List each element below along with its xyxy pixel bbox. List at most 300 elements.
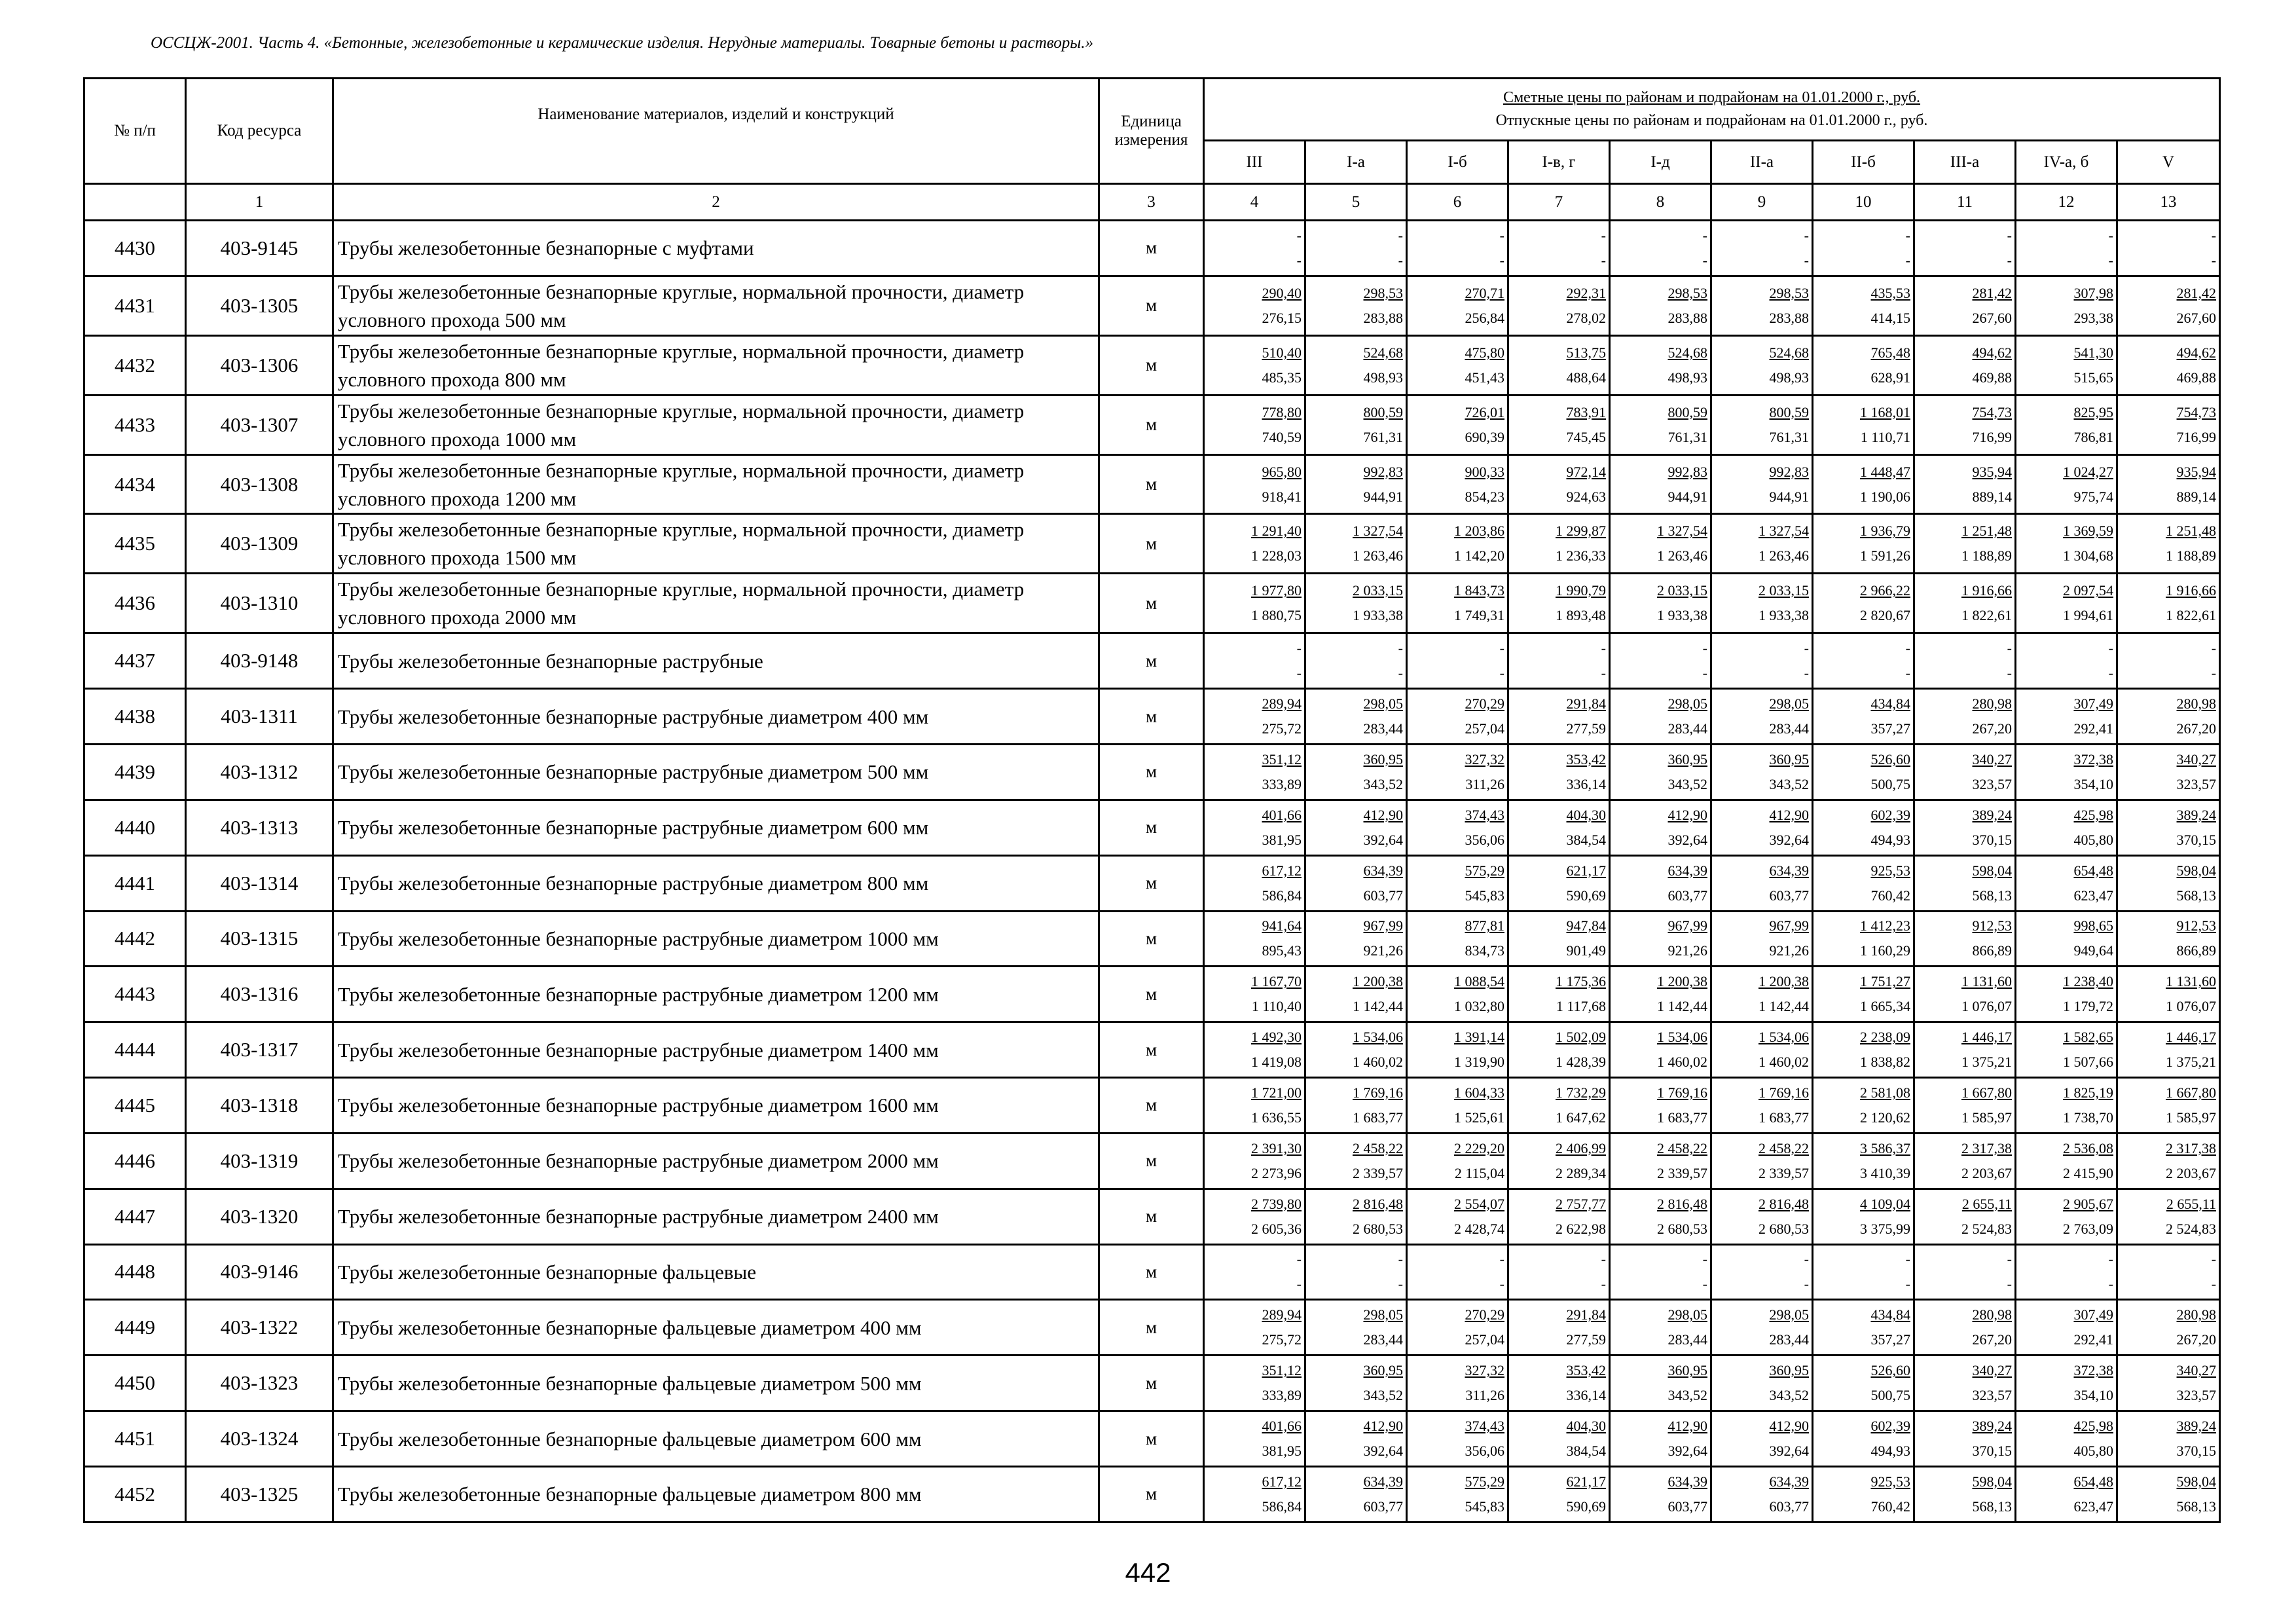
estimate-price: 1 327,54: [1657, 523, 1707, 540]
price-cell: [1914, 1300, 2016, 1356]
price-cell: [1508, 744, 1610, 800]
price-cell: [1711, 744, 1813, 800]
table-row: [84, 1022, 2220, 1078]
release-price: 2 820,67: [1860, 607, 1910, 624]
estimate-price: 291,84: [1566, 1306, 1606, 1323]
estimate-price: 524,68: [1769, 344, 1809, 361]
material-name: Трубы железобетонные безнапорные раструбные диаметром 800 мм: [333, 855, 1099, 911]
release-price: 343,52: [1363, 1387, 1403, 1404]
table-row: [84, 574, 2220, 633]
estimate-price: 754,73: [1972, 403, 2012, 420]
price-cell: [1711, 967, 1813, 1022]
release-price: 1 419,08: [1251, 1054, 1302, 1071]
estimate-price: 1 977,80: [1251, 582, 1302, 599]
estimate-price: 2 554,07: [1454, 1195, 1504, 1212]
estimate-price: 2 655,11: [1961, 1195, 2012, 1212]
material-name: Трубы железобетонные безнапорные раструбные диаметром 500 мм: [333, 744, 1099, 800]
release-price: -: [1398, 665, 1403, 682]
estimate-price: 494,62: [1972, 344, 2012, 361]
estimate-price: 941,64: [1262, 917, 1302, 934]
price-cell: [1508, 395, 1610, 454]
release-price: -: [1601, 1276, 1606, 1293]
col-header-name: Наименование материалов, изделий и конструкций: [333, 79, 1099, 184]
price-cell: [1407, 1300, 1508, 1356]
release-price: 3 375,99: [1860, 1220, 1910, 1237]
release-price: 311,26: [1465, 1387, 1504, 1404]
row-number: 4442: [84, 911, 186, 967]
price-cell: [1305, 1356, 1407, 1411]
estimate-price: -: [1905, 1251, 1910, 1268]
estimate-price: 2 033,15: [1758, 582, 1809, 599]
release-price: 336,14: [1566, 775, 1606, 792]
price-cell: [1508, 911, 1610, 967]
unit-cell: м: [1099, 1244, 1204, 1300]
price-cell: [1508, 1133, 1610, 1189]
estimate-price: 372,38: [2073, 750, 2113, 767]
region-header: II-б: [1813, 141, 1914, 184]
release-price: 256,84: [1465, 309, 1504, 326]
estimate-price: 1 732,29: [1556, 1084, 1606, 1101]
material-name: Трубы железобетонные безнапорные раструбные диаметром 1400 мм: [333, 1022, 1099, 1078]
release-price: 469,88: [1972, 369, 2012, 386]
release-price: 1 263,46: [1657, 547, 1707, 564]
release-price: 381,95: [1262, 1443, 1302, 1460]
price-cell: [1407, 454, 1508, 514]
price-cell: [1610, 514, 1711, 574]
price-cell: [1407, 967, 1508, 1022]
row-number: 4446: [84, 1133, 186, 1189]
column-number-cell: 6: [1407, 184, 1508, 221]
unit-cell: м: [1099, 1189, 1204, 1244]
estimate-price: 307,49: [2073, 695, 2113, 712]
price-cell: [1305, 911, 1407, 967]
estimate-price: -: [1296, 1251, 1302, 1268]
price-cell: [1813, 1078, 1914, 1134]
page-number: 442: [1125, 1557, 1171, 1588]
release-price: -: [1499, 1276, 1504, 1293]
material-name: Трубы железобетонные безнапорные фальцевые: [333, 1244, 1099, 1300]
price-cell: [1711, 1244, 1813, 1300]
estimate-price: 389,24: [2176, 806, 2217, 823]
price-cell: [1407, 1466, 1508, 1522]
release-price: 283,88: [1667, 309, 1707, 326]
row-number: 4443: [84, 967, 186, 1022]
price-cell: [1711, 395, 1813, 454]
release-price: -: [2211, 665, 2217, 682]
estimate-price: 654,48: [2073, 862, 2113, 879]
release-price: 921,26: [1667, 942, 1707, 959]
price-cell: [2016, 855, 2117, 911]
release-price: 1 319,90: [1454, 1054, 1504, 1071]
release-price: 628,91: [1870, 369, 1910, 386]
estimate-price: 2 238,09: [1860, 1029, 1910, 1046]
release-price: 944,91: [1667, 488, 1707, 505]
release-price: 283,44: [1363, 1331, 1403, 1348]
price-cell: [1610, 1022, 1711, 1078]
prices-estimate-caption: Сметные цены по районам и подрайонам на 01.01.2000 г., руб.: [1503, 89, 1921, 106]
release-price: 1 636,55: [1251, 1109, 1302, 1126]
release-price: -: [1296, 251, 1302, 268]
material-name: Трубы железобетонные безнапорные раструбные диаметром 2400 мм: [333, 1189, 1099, 1244]
estimate-price: 412,90: [1363, 806, 1403, 823]
release-price: 1 236,33: [1556, 547, 1606, 564]
row-number: 4450: [84, 1356, 186, 1411]
release-price: 1 585,97: [1961, 1109, 2012, 1126]
release-price: 381,95: [1262, 831, 1302, 848]
price-cell: [2117, 633, 2220, 689]
estimate-price: 2 033,15: [1353, 582, 1403, 599]
release-price: 1 460,02: [1353, 1054, 1403, 1071]
material-name: Трубы железобетонные безнапорные раструбные: [333, 633, 1099, 689]
release-price: 278,02: [1566, 309, 1606, 326]
estimate-price: 1 446,17: [1961, 1029, 2012, 1046]
release-price: 740,59: [1262, 428, 1302, 445]
col-header-code: Код ресурса: [186, 79, 333, 184]
release-price: 283,44: [1667, 720, 1707, 737]
estimate-price: 1 024,27: [2063, 463, 2113, 480]
estimate-price: -: [2007, 640, 2012, 657]
price-cell: [1305, 1411, 1407, 1467]
release-price: 336,14: [1566, 1387, 1606, 1404]
unit-cell: м: [1099, 911, 1204, 967]
estimate-price: 1 916,66: [2166, 582, 2217, 599]
resource-code: 403-9146: [186, 1244, 333, 1300]
resource-code: 403-1310: [186, 574, 333, 633]
release-price: 333,89: [1262, 775, 1302, 792]
price-cell: [1305, 335, 1407, 395]
price-cell: [2117, 1022, 2220, 1078]
price-cell: [1813, 1466, 1914, 1522]
price-cell: [1407, 514, 1508, 574]
price-cell: [1711, 689, 1813, 745]
unit-cell: м: [1099, 855, 1204, 911]
release-price: 866,89: [1972, 942, 2012, 959]
release-price: 2 203,67: [2166, 1164, 2217, 1181]
price-cell: [1813, 454, 1914, 514]
resource-code: 403-1322: [186, 1300, 333, 1356]
estimate-price: -: [1601, 1251, 1606, 1268]
estimate-price: 541,30: [2073, 344, 2113, 361]
price-cell: [1711, 1078, 1813, 1134]
estimate-price: 965,80: [1262, 463, 1302, 480]
release-price: 760,42: [1870, 1498, 1910, 1515]
release-price: 1 683,77: [1353, 1109, 1403, 1126]
estimate-price: 617,12: [1262, 862, 1302, 879]
release-price: 1 933,38: [1758, 607, 1809, 624]
price-cell: [1711, 1022, 1813, 1078]
price-cell: [2117, 800, 2220, 855]
estimate-price: 1 200,38: [1353, 973, 1403, 990]
release-price: 716,99: [1972, 428, 2012, 445]
estimate-price: 765,48: [1870, 344, 1910, 361]
price-cell: [1610, 967, 1711, 1022]
estimate-price: 401,66: [1262, 1418, 1302, 1435]
estimate-price: 526,60: [1870, 1362, 1910, 1379]
release-price: 1 110,71: [1860, 428, 1910, 445]
resource-code: 403-1323: [186, 1356, 333, 1411]
estimate-price: 298,05: [1769, 1306, 1809, 1323]
price-cell: [2117, 689, 2220, 745]
release-price: 921,26: [1769, 942, 1809, 959]
estimate-price: 634,39: [1667, 1473, 1707, 1490]
release-price: 2 339,57: [1353, 1164, 1403, 1181]
price-cell: [2117, 1356, 2220, 1411]
estimate-price: -: [1702, 227, 1707, 244]
table-row: [84, 744, 2220, 800]
estimate-price: 1 446,17: [2166, 1029, 2217, 1046]
price-cell: [1508, 574, 1610, 633]
resource-code: 403-1319: [186, 1133, 333, 1189]
price-cell: [1407, 1189, 1508, 1244]
price-cell: [1204, 633, 1305, 689]
estimate-price: 1 667,80: [2166, 1084, 2217, 1101]
estimate-price: 1 131,60: [2166, 973, 2217, 990]
price-cell: [2016, 1300, 2117, 1356]
price-cell: [1508, 514, 1610, 574]
price-cell: [2117, 744, 2220, 800]
estimate-price: -: [1804, 640, 1809, 657]
price-cell: [1914, 911, 2016, 967]
unit-cell: м: [1099, 514, 1204, 574]
column-number-cell: 5: [1305, 184, 1407, 221]
price-cell: [1914, 1244, 2016, 1300]
release-price: 1 683,77: [1758, 1109, 1809, 1126]
price-cell: [1305, 574, 1407, 633]
estimate-price: 4 109,04: [1860, 1195, 1910, 1212]
release-price: 716,99: [2176, 428, 2217, 445]
price-cell: [1407, 1411, 1508, 1467]
estimate-price: 621,17: [1566, 1473, 1606, 1490]
price-cell: [1813, 855, 1914, 911]
release-price: 275,72: [1262, 720, 1302, 737]
price-cell: [1914, 276, 2016, 335]
release-price: 392,64: [1667, 831, 1707, 848]
price-cell: [1813, 744, 1914, 800]
price-cell: [1204, 1022, 1305, 1078]
estimate-price: 947,84: [1566, 917, 1606, 934]
unit-cell: м: [1099, 1411, 1204, 1467]
price-cell: [1610, 1078, 1711, 1134]
price-cell: [2016, 395, 2117, 454]
price-cell: [1813, 276, 1914, 335]
row-number: 4449: [84, 1300, 186, 1356]
release-price: 1 188,89: [1961, 547, 2012, 564]
estimate-price: 389,24: [2176, 1418, 2217, 1435]
table-body: [84, 221, 2220, 1522]
release-price: 590,69: [1566, 1498, 1606, 1515]
price-cell: [1813, 1022, 1914, 1078]
release-price: 760,42: [1870, 887, 1910, 904]
estimate-price: 800,59: [1363, 403, 1403, 420]
price-cell: [2016, 633, 2117, 689]
estimate-price: 360,95: [1769, 1362, 1809, 1379]
table-row: [84, 689, 2220, 745]
release-price: 895,43: [1262, 942, 1302, 959]
release-price: 586,84: [1262, 1498, 1302, 1515]
release-price: 1 190,06: [1860, 488, 1910, 505]
estimate-price: -: [1499, 640, 1504, 657]
column-number-cell: 11: [1914, 184, 2016, 221]
price-cell: [1914, 1022, 2016, 1078]
release-price: -: [1702, 665, 1707, 682]
unit-cell: м: [1099, 1022, 1204, 1078]
release-price: 1 375,21: [2166, 1054, 2217, 1071]
price-cell: [1610, 855, 1711, 911]
estimate-price: 1 167,70: [1251, 973, 1302, 990]
estimate-price: 401,66: [1262, 806, 1302, 823]
price-cell: [2117, 514, 2220, 574]
release-price: 392,64: [1363, 831, 1403, 848]
price-cell: [1610, 1189, 1711, 1244]
release-price: 889,14: [2176, 488, 2217, 505]
estimate-price: 298,53: [1667, 284, 1707, 301]
price-cell: [1305, 1133, 1407, 1189]
price-cell: [1711, 574, 1813, 633]
price-cell: [1711, 855, 1813, 911]
price-cell: [1813, 395, 1914, 454]
release-price: 918,41: [1262, 488, 1302, 505]
release-price: 283,44: [1769, 1331, 1809, 1348]
estimate-price: 280,98: [1972, 1306, 2012, 1323]
release-price: -: [1702, 1276, 1707, 1293]
price-cell: [1610, 633, 1711, 689]
release-price: 623,47: [2073, 887, 2113, 904]
release-price: 283,44: [1363, 720, 1403, 737]
release-price: 690,39: [1465, 428, 1504, 445]
table-row: [84, 1133, 2220, 1189]
estimate-price: 654,48: [2073, 1473, 2113, 1490]
release-price: 343,52: [1363, 775, 1403, 792]
price-cell: [1508, 1411, 1610, 1467]
release-price: 2 115,04: [1454, 1164, 1504, 1181]
price-cell: [1305, 1189, 1407, 1244]
release-price: 1 525,61: [1454, 1109, 1504, 1126]
estimate-price: 1 291,40: [1251, 523, 1302, 540]
release-price: 603,77: [1667, 1498, 1707, 1515]
estimate-price: -: [2108, 1251, 2113, 1268]
column-number-cell: 10: [1813, 184, 1914, 221]
release-price: 2 524,83: [1961, 1220, 2012, 1237]
price-cell: [1914, 633, 2016, 689]
estimate-price: 2 458,22: [1657, 1139, 1707, 1156]
release-price: 323,57: [2176, 775, 2217, 792]
estimate-price: 281,42: [1972, 284, 2012, 301]
estimate-price: -: [2211, 1251, 2217, 1268]
estimate-price: 634,39: [1769, 1473, 1809, 1490]
estimate-price: 270,29: [1465, 695, 1504, 712]
estimate-price: 298,05: [1769, 695, 1809, 712]
estimate-price: 2 033,15: [1657, 582, 1707, 599]
row-number: 4431: [84, 276, 186, 335]
estimate-price: 1 327,54: [1353, 523, 1403, 540]
price-cell: [1305, 967, 1407, 1022]
price-cell: [2117, 276, 2220, 335]
price-cell: [1610, 800, 1711, 855]
estimate-price: 992,83: [1667, 463, 1707, 480]
estimate-price: 412,90: [1769, 806, 1809, 823]
unit-cell: м: [1099, 1133, 1204, 1189]
table-header: [84, 79, 2220, 221]
release-price: -: [1601, 665, 1606, 682]
release-price: -: [1702, 251, 1707, 268]
release-price: 356,06: [1465, 831, 1504, 848]
estimate-price: 972,14: [1566, 463, 1606, 480]
release-price: 343,52: [1667, 1387, 1707, 1404]
price-cell: [1914, 395, 2016, 454]
estimate-price: -: [1804, 227, 1809, 244]
price-cell: [1711, 514, 1813, 574]
price-cell: [1813, 1189, 1914, 1244]
release-price: 944,91: [1769, 488, 1809, 505]
estimate-price: 353,42: [1566, 750, 1606, 767]
estimate-price: 298,53: [1363, 284, 1403, 301]
estimate-price: 351,12: [1262, 750, 1302, 767]
release-price: -: [1905, 665, 1910, 682]
price-cell: [1305, 800, 1407, 855]
estimate-price: 634,39: [1667, 862, 1707, 879]
column-number-cell: 1: [186, 184, 333, 221]
row-number: 4437: [84, 633, 186, 689]
estimate-price: -: [1398, 1251, 1403, 1268]
region-header: V: [2117, 141, 2220, 184]
price-cell: [1914, 1411, 2016, 1467]
price-cell: [2117, 335, 2220, 395]
estimate-price: 1 412,23: [1860, 917, 1910, 934]
price-cell: [1305, 855, 1407, 911]
release-price: 568,13: [1972, 1498, 2012, 1515]
release-price: 257,04: [1465, 720, 1504, 737]
estimate-price: 598,04: [2176, 862, 2217, 879]
estimate-price: 598,04: [2176, 1473, 2217, 1490]
price-cell: [1813, 967, 1914, 1022]
price-cell: [1407, 855, 1508, 911]
release-price: 2 680,53: [1353, 1220, 1403, 1237]
release-price: 1 032,80: [1454, 998, 1504, 1015]
price-cell: [1204, 1411, 1305, 1467]
release-price: 267,60: [1972, 309, 2012, 326]
price-cell: [1711, 1411, 1813, 1467]
unit-cell: м: [1099, 744, 1204, 800]
release-price: 267,60: [2176, 309, 2217, 326]
column-number-cell: 8: [1610, 184, 1711, 221]
price-cell: [1204, 335, 1305, 395]
resource-code: 403-1325: [186, 1466, 333, 1522]
release-price: 392,64: [1363, 1443, 1403, 1460]
estimate-price: 1 916,66: [1961, 582, 2012, 599]
release-price: 1 142,44: [1657, 998, 1707, 1015]
material-name: Трубы железобетонные безнапорные круглые, нормальной прочности, диаметр условного прохода 500 мм: [333, 276, 1099, 335]
estimate-price: 360,95: [1769, 750, 1809, 767]
estimate-price: -: [1905, 640, 1910, 657]
resource-code: 403-1311: [186, 689, 333, 745]
release-price: 1 076,07: [1961, 998, 2012, 1015]
table-row: [84, 1189, 2220, 1244]
estimate-price: 800,59: [1769, 403, 1809, 420]
estimate-price: 360,95: [1363, 750, 1403, 767]
estimate-price: 374,43: [1465, 806, 1504, 823]
table-row: [84, 1356, 2220, 1411]
price-cell: [2016, 744, 2117, 800]
release-price: 2 203,67: [1961, 1164, 2012, 1181]
release-price: 1 076,07: [2166, 998, 2217, 1015]
estimate-price: 372,38: [2073, 1362, 2113, 1379]
price-cell: [1204, 1133, 1305, 1189]
release-price: -: [2211, 251, 2217, 268]
estimate-price: 389,24: [1972, 806, 2012, 823]
estimate-price: 404,30: [1566, 1418, 1606, 1435]
release-price: 283,44: [1667, 1331, 1707, 1348]
estimate-price: 270,29: [1465, 1306, 1504, 1323]
